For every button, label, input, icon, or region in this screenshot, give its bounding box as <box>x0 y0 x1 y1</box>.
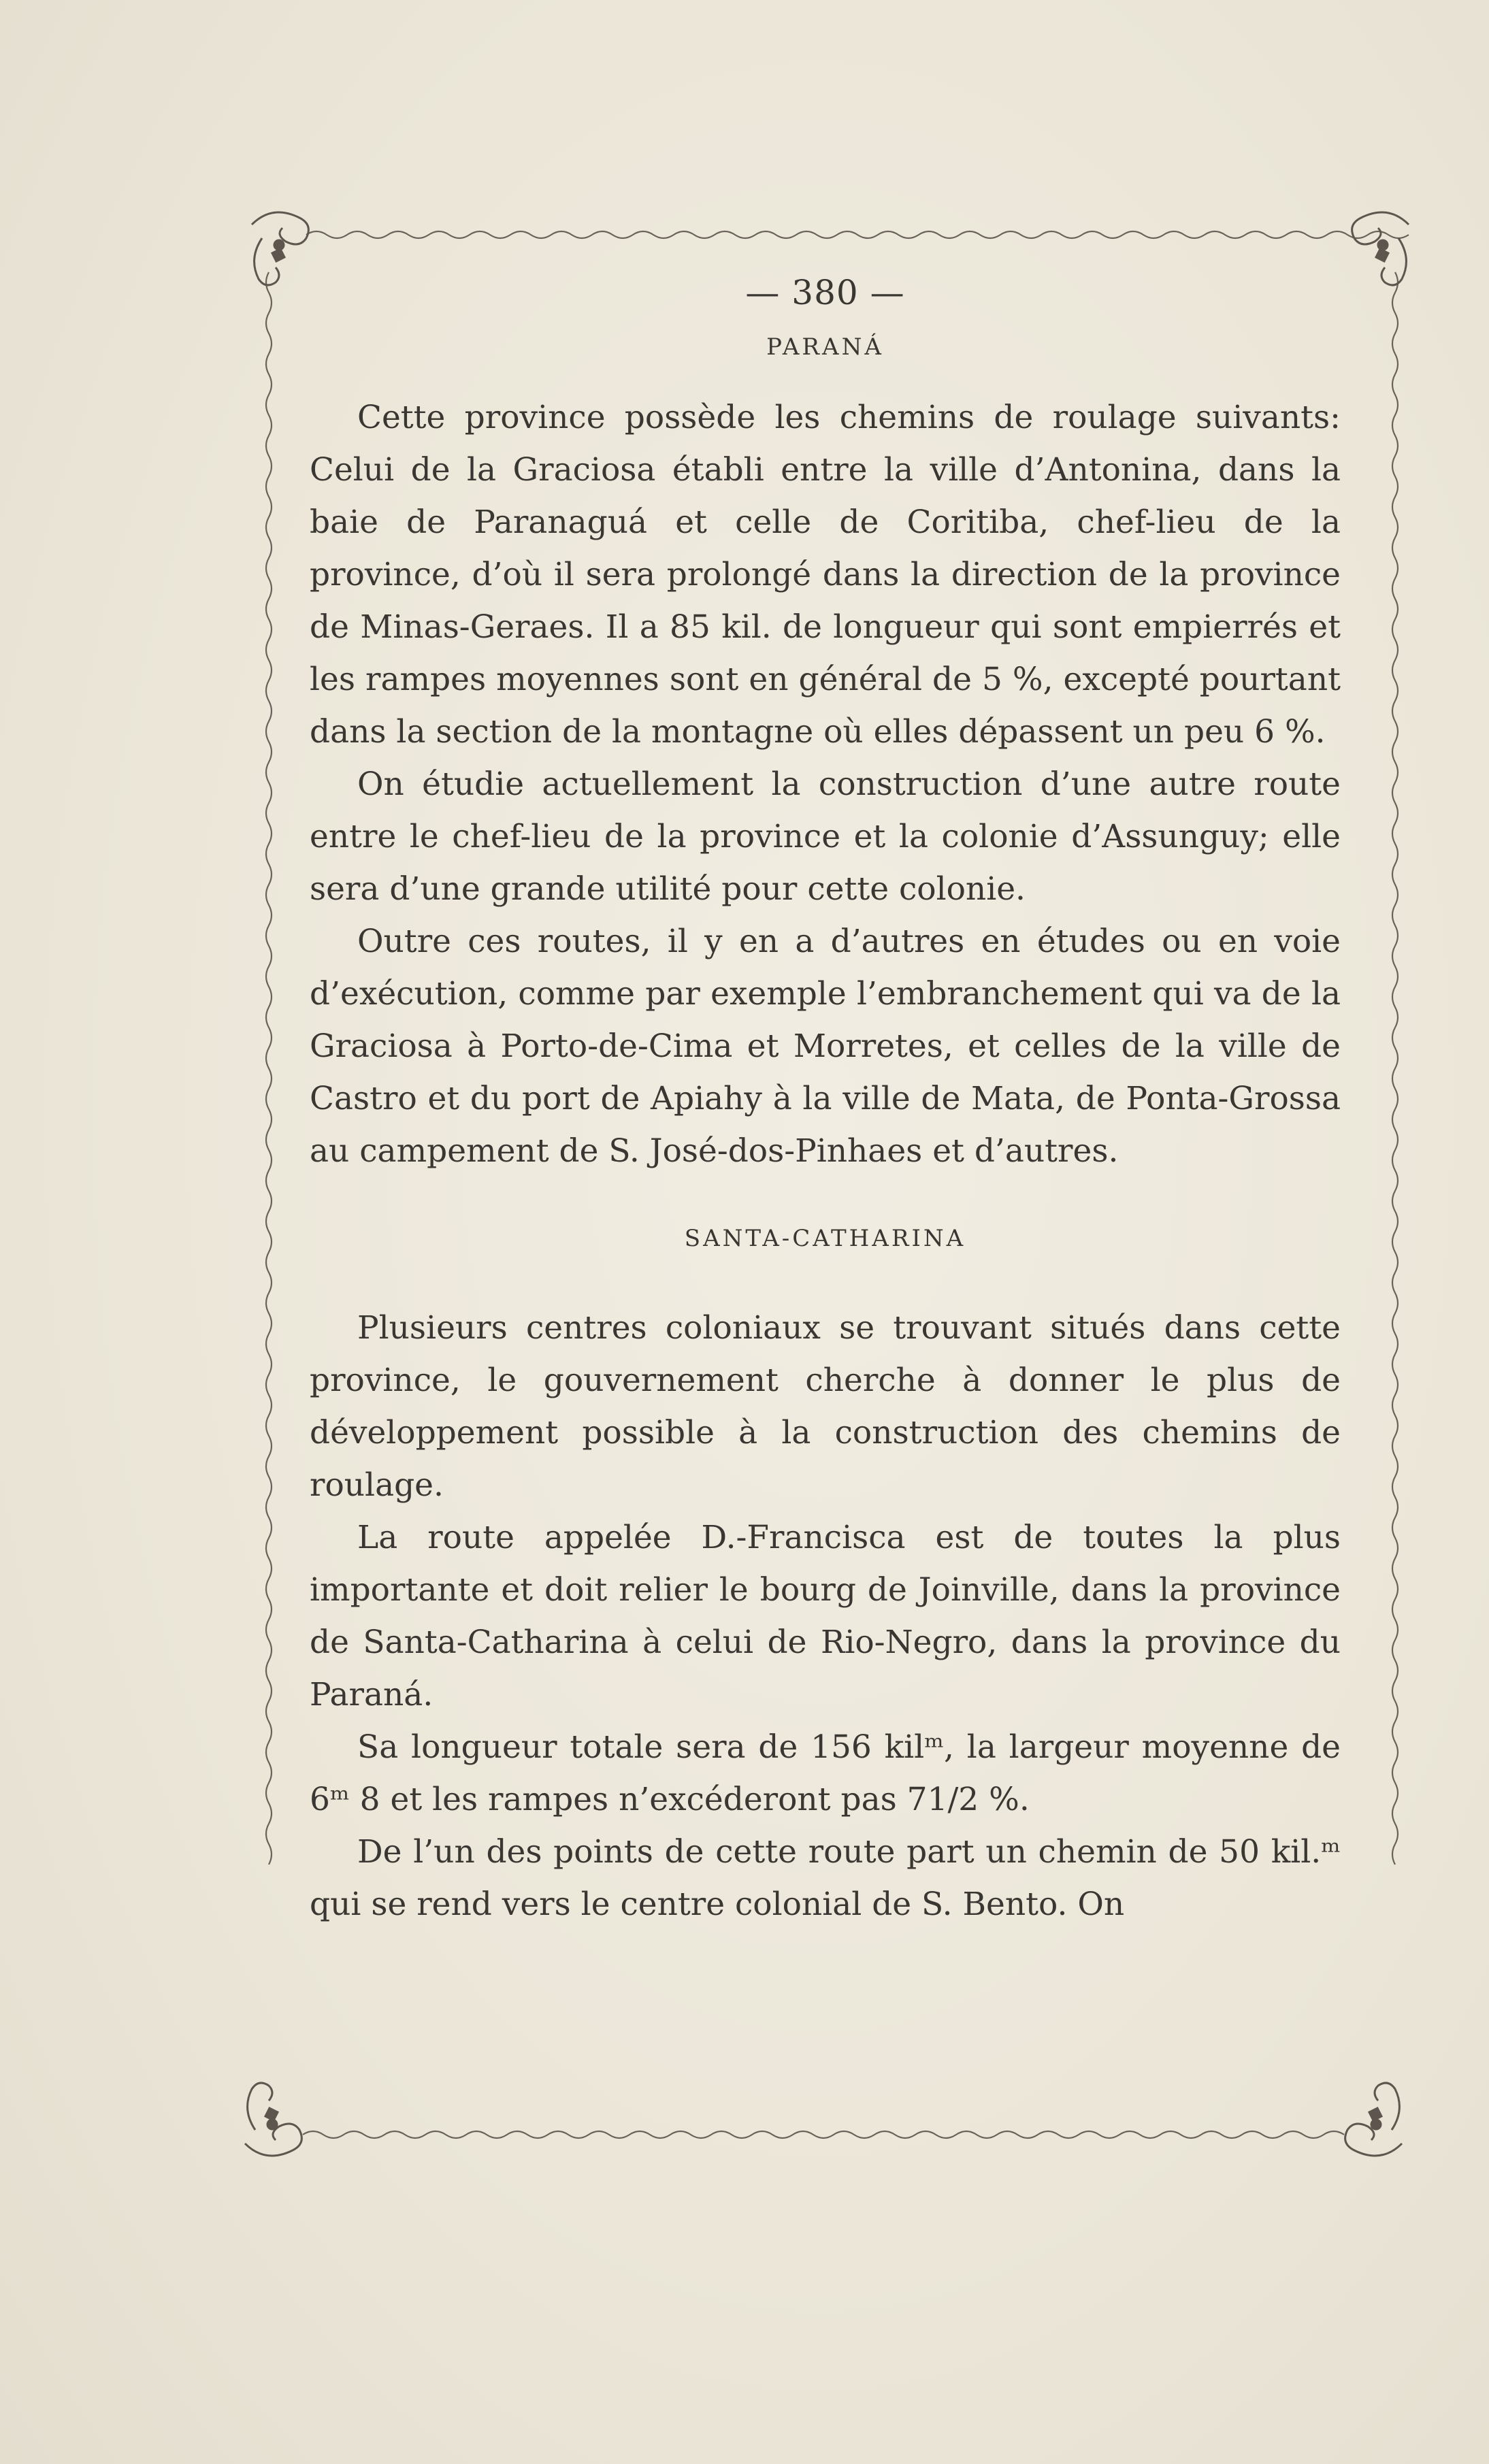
paragraph: De l’un des points de cette route part un chemin de 50 kil.ᵐ qui se rend vers le centre colonial de S. Bento. On <box>310 1833 1341 1923</box>
frame-top-rule <box>306 231 1409 238</box>
corner-ornament-bottom-right <box>1345 2083 1402 2156</box>
paragraph: Plusieurs centres coloniaux se trouvant situés dans cette province, le gouvernement cherche à donner le plus de développement possible à la construction des chemins de roulage. <box>310 1309 1341 1504</box>
frame-bottom-rule <box>303 2131 1344 2138</box>
paragraph: On étudie actuellement la construction d’une autre route entre le chef-lieu de la province et la colonie d’Assunguy; elle sera d’une grande utilité pour cette colonie. <box>310 766 1341 908</box>
frame-right-rule <box>1392 272 1398 1865</box>
page-number: — 380 — <box>745 273 905 312</box>
paragraph: La route appelée D.-Francisca est de toutes la plus importante et doit relier le bourg de Joinville, dans la province de Santa-Catharina à celui de Rio-Negro, dans la province du Paraná. <box>310 1519 1341 1713</box>
corner-ornament-top-right <box>1352 212 1409 285</box>
corner-ornament-top-left <box>252 212 308 285</box>
paragraph: Sa longueur totale sera de 156 kilᵐ, la largeur moyenne de 6ᵐ 8 et les rampes n’excéderont pas 71/2 %. <box>310 1728 1341 1818</box>
corner-ornament-bottom-left <box>245 2083 301 2156</box>
frame-left-rule <box>266 272 272 1865</box>
section-heading-santa-catharina: SANTA-CATHARINA <box>684 1225 966 1252</box>
paragraph: Cette province possède les chemins de roulage suivants: Celui de la Graciosa établi entre la ville d’Antonina, dans la baie de Paranaguá et celle de Coritiba, chef-lieu de la province, d’où il sera prolongé dans la direction de la province de Minas-Geraes. Il a 85 kil. de longueur qui sont empierrés et les rampes moyennes sont en général de 5 %, excepté pourtant dans la section de la montagne où elles dépassent un peu 6 %. <box>310 399 1341 751</box>
section-heading-parana: PARANÁ <box>766 333 884 361</box>
paragraph: Outre ces routes, il y en a d’autres en études ou en voie d’exécution, comme par exemple l’embranchement qui va de la Graciosa à Porto-de-Cima et Morretes, et celles de la ville de Castro et du port de Apiahy à la ville de Mata, de Ponta-Grossa au campement de S. José-dos-Pinhaes et d’autres. <box>310 923 1341 1170</box>
page-text-block <box>310 262 1341 1931</box>
